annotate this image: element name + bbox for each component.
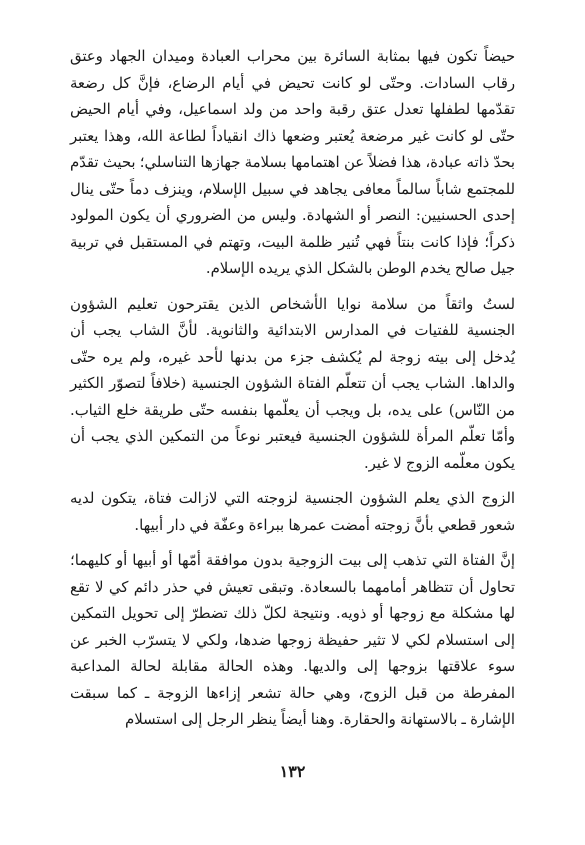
page-number: ١٣٢: [279, 762, 306, 781]
paragraph-4: إنَّ الفتاة التي تذهب إلى بيت الزوجية بدون موافقة أمّها أو أبيها أو كليهما؛ تحاول أن تتظاهر أمامهما بالسعادة. وتبقى تعيش في حذر دائم كي لا تقع لها مشكلة مع زوجها أو ذويه. ونتيجة لكلّ ذلك تضطرّ إلى تحويل التمكين إلى استسلام لكي لا تثير حفيظة زوجها ضدها، ولكي لا يتسرّب الخبر عن سوء علاقتها بزوجها إلى والديها. وهذه الحالة مقابلة لحالة المداعبة المفرطة من قبل الزوج، وهي حالة تشعر إزاءها الزوجة ـ كما سبقت الإشارة ـ بالاستهانة والحقارة. وهنا أيضاً ينظر الرجل إلى استسلام: [70, 552, 515, 728]
paragraph-3: الزوج الذي يعلم الشؤون الجنسية لزوجته التي لازالت فتاة، يتكون لديه شعور قطعي بأنَّ زوجته أمضت عمرها ببراءة وعفّة في دار أبيها.: [70, 490, 515, 534]
body-text: [70, 44, 515, 734]
paragraph-1: حيضاً تكون فيها بمثابة السائرة بين محراب العبادة وميدان الجهاد وعتق رقاب السادات. وحتّى لو كانت تحيض في أيام الرضاع، فإنَّ كل رضعة تقدّمها لطفلها تعدل عتق رقبة واحد من ولد اسماعيل، وفي أيام الحيض حتّى لو كانت غير مرضعة يُعتبر وضعها ذاك انقياداً لطاعة الله، وهذا يعتبر بحدّ ذاته عبادة، هذا فضلاً عن اهتمامها بسلامة جهازها التناسلي؛ بحيث تقدّم للمجتمع شاباً سالماً معافى يجاهد في سبيل الإسلام، وينزف دماً حتّى ينال إحدى الحسنيين: النصر أو الشهادة. وليس من الضروري أن يكون المولود ذكراً؛ فإذا كانت بنتاً فهي تُنير ظلمة البيت، وتهتم في المستقبل في تربية جيل صالح يخدم الوطن بالشكل الذي يريده الإسلام.: [70, 48, 515, 277]
paragraph-2: لستُ واثقاً من سلامة نوايا الأشخاص الذين يقترحون تعليم الشؤون الجنسية للفتيات في المدارس الابتدائية والثانوية. لأنَّ الشاب يجب أن يُدخل إلى بيته زوجة لم يُكشف جزء من بدنها لأحد غيره، ولم يره حتّى والداها. الشاب يجب أن تتعلّم الفتاة الشؤون الجنسية (خلافاً لتصوّر الكثير من النّاس) على يده، بل ويجب أن يعلّمها بنفسه حتّى طريقة خلع الثياب. وأمّا تعلّم المرأة للشؤون الجنسية فيعتبر نوعاً من التمكين الذي يجب أن يكون معلّمه الزوج لا غير.: [70, 295, 515, 472]
